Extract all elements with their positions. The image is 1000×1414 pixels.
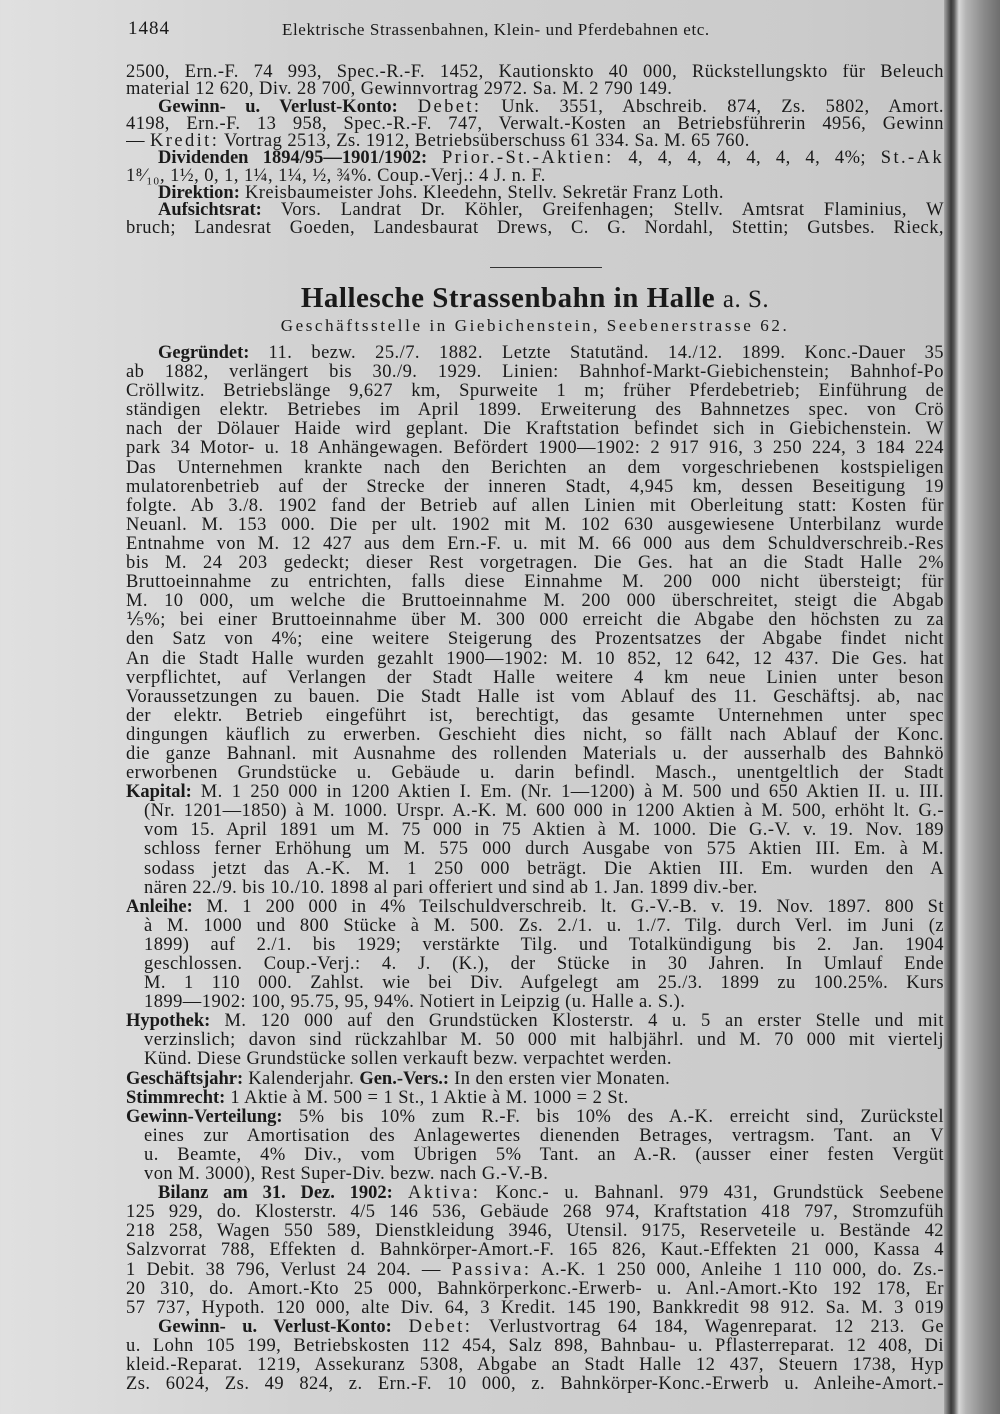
text-segment: 1899—1902: 100, 95.75, 95, 94%. Notiert in Leipzig (u. Halle a. S.). (144, 993, 686, 1013)
text-line (126, 1222, 944, 1241)
text-line (126, 936, 944, 955)
text-line (126, 344, 944, 363)
text-segment: Künd. Diese Grundstücke sollen verkauft bezw. verpachtet werden. (144, 1050, 672, 1070)
paragraph (126, 185, 944, 202)
text-line (126, 1375, 944, 1394)
text-line (126, 802, 944, 821)
text-segment: verpflichtet, auf Verlangen der Stadt Halle weitere 4 km neue Linien unter beson (126, 668, 944, 688)
text-line (126, 220, 944, 237)
text-segment: park 34 Motor- u. 18 Anhängewagen. Befördert 1900—1902: 2 917 916, 3 250 224, 3 184 224 (126, 439, 944, 459)
text-segment: dingungen käuflich zu erwerben. Geschieht dies nicht, so fällt nach Ablauf der Konc. (126, 725, 944, 745)
text-segment: An die Stadt Halle wurden gezahlt 1900—1902: M. 10 852, 12 642, 12 437. Die Ges. hat (126, 649, 944, 669)
spaced-label: Debet: (408, 1317, 473, 1337)
paragraph (126, 344, 944, 783)
text-line (126, 726, 944, 745)
text-segment: Unk. 3551, Abschreib. 874, Zs. 5802, Amort. (481, 98, 944, 116)
paragraph (126, 64, 944, 99)
text-line (126, 439, 944, 458)
text-segment: M. 1 200 000 in 4% Teilschuldverschreib. lt. G.-V.-B. v. 19. Nov. 1897. 800 St (192, 897, 944, 917)
text-line (126, 745, 944, 764)
text-line (126, 401, 944, 420)
text-segment: Salzvorrat 788, Effekten d. Bahnkörper-Amort.-F. 165 826, Kaut.-Effekten 21 000, Kassa 4 (126, 1241, 944, 1261)
running-title: Elektrische Strassenbahnen, Klein- und Pferdebahnen etc. (282, 20, 710, 39)
section-label: Bilanz am 31. Dez. 1902: (158, 1184, 393, 1204)
section-label: Geschäftsjahr: (126, 1069, 244, 1089)
text-segment: 125 929, do. Klosterstr. 4/5 146 536, Gebäude 268 974, Kraftstation 418 797, Stromzufüh (126, 1203, 944, 1223)
text-segment: Entnahme von M. 12 427 aus dem Ern.-F. u. mit M. 66 000 aus dem Schuldverschreib.-Res (126, 534, 944, 554)
text-line (126, 1337, 944, 1356)
section-label: Gegründet: (158, 344, 250, 363)
text-segment: In den ersten vier Monaten. (449, 1069, 671, 1089)
section-label: Gewinn-Verteilung: (126, 1107, 283, 1127)
text-line (126, 1050, 944, 1069)
company-title (0, 282, 1000, 315)
text-line (126, 917, 944, 936)
text-line (126, 81, 944, 98)
text-segment: Zs. 6024, Zs. 49 824, z. Ern.-F. 10 000, z. Bahnkörper-Konc.-Erwerb u. Anleihe-Amort.- (126, 1375, 944, 1395)
text-line (126, 611, 944, 630)
text-segment: vom 15. April 1891 um M. 75 000 in 75 Aktien à M. 1000. Die G.-V. v. 19. Nov. 189 (144, 821, 944, 841)
text-line (126, 535, 944, 554)
text-line (126, 1280, 944, 1299)
text-segment: à M. 1000 und 800 Stücke à M. 500. Zs. 2./1. u. 1./7. Tilg. durch Verl. im Juni (z (144, 916, 944, 936)
text-segment: ab 1882, verlängert bis 30./9. 1929. Linien: Bahnhof-Markt-Giebichenstein; Bahnhof-Po (126, 363, 944, 383)
text-segment: verzinslich; davon sind rückzahlbar M. 50 000 mit halbjährl. und M. 70 000 mit viertelj (144, 1031, 944, 1051)
text-segment: erworbenen Grundstücke u. Gebäude u. darin befindl. Masch., unentgeltlich der Stadt (126, 764, 944, 784)
text-segment: kleid.-Reparat. 1219, Assekuranz 5308, Abgabe an Stadt Halle 12 437, Steuern 1738, Hyp (126, 1355, 944, 1375)
text-segment: 4198, Ern.-F. 13 958, Spec.-R.-F. 747, Verwalt.-Kosten an Betriebsführerin 4956, Gewinn (126, 115, 944, 134)
text-segment: 1 Debit. 38 796, Verlust 24 204. — (126, 1260, 452, 1280)
text-line (126, 1241, 944, 1260)
text-segment: A.-K. 1 250 000, Anleihe 1 110 000, do. Zs.- (531, 1260, 944, 1280)
text-line (126, 554, 944, 573)
section-label: Anleihe: (126, 897, 193, 917)
text-segment: M. 1 250 000 in 1200 Aktien I. Em. (Nr. 1—1200) à M. 500 und 650 Aktien II. u. III. (191, 783, 944, 803)
text-segment (427, 150, 442, 167)
text-segment: Vors. Landrat Dr. Köhler, Greifenhagen; Stellv. Amtsrat Flaminius, W (261, 202, 944, 220)
text-line (126, 1318, 944, 1337)
text-segment: mulatorenbetrieb auf der Strecke der inneren Stadt, 4,945 km, dessen Beseitigung 19 (126, 477, 944, 497)
text-segment: 11. bezw. 25./7. 1882. Letzte Statutänd. 14./12. 1899. Konc.-Dauer 35 (249, 344, 944, 363)
paragraph (126, 202, 944, 237)
text-segment: bruch; Landesrat Goeden, Landesbaurat Drews, C. G. Nordahl, Stettin; Gutsbes. Rieck, (126, 219, 944, 237)
text-segment: M. 10 000, um welche die Bruttoeinnahme M. 200 000 überschreitet, steigt die Abgab (126, 592, 944, 612)
page-number: 1484 (128, 18, 170, 39)
text-line (126, 974, 944, 993)
text-segment: Neuanl. M. 153 000. Die per ult. 1902 mit M. 102 630 ausgewiesene Unterbilanz wurde (126, 515, 944, 535)
text-line (126, 764, 944, 783)
text-segment: Voraussetzungen zu bauen. Die Stadt Halle ist vom Ablauf des 11. Geschäftsj. ab, nac (126, 687, 944, 707)
text-segment: 1 Aktie à M. 500 = 1 St., 1 Aktie à M. 1000 = 2 St. (225, 1088, 629, 1108)
text-line (126, 955, 944, 974)
text-segment: material 12 620, Div. 28 700, Gewinnvortrag 2972. Sa. M. 2 790 149. (126, 81, 673, 99)
text-segment: die ganze Bahnanl. mit Ausnahme des rollenden Materials u. der ausserhalb des Bahnkö (126, 744, 944, 764)
text-segment: Vortrag 2513, Zs. 1912, Betriebsüberschuss 61 334. Sa. M. 65 760. (219, 133, 750, 151)
text-line (126, 898, 944, 917)
text-line (126, 363, 944, 382)
text-line (126, 1356, 944, 1375)
text-line (126, 573, 944, 592)
paragraph (126, 783, 944, 898)
text-segment: Das Unternehmen krankte nach den Berichten an dem vorgeschriebenen kostspieligen (126, 458, 944, 478)
text-segment: folgte. Ab 3./8. 1902 fand der Betrieb auf allen Linien mit Oberleitung statt: Kosten für (126, 496, 944, 516)
text-line (126, 116, 944, 133)
text-line (126, 1299, 944, 1318)
text-segment: 5% bis 10% zum R.-F. bis 10% des A.-K. erreicht sind, Zurückstel (282, 1107, 944, 1127)
text-line (126, 64, 944, 81)
spaced-label: St.-Ak (880, 150, 944, 168)
text-line (126, 630, 944, 649)
text-line (126, 879, 944, 898)
text-segment: bis M. 24 203 gedeckt; dieser Rest vorgetragen. Die Ges. hat an die Stadt Halle 2% (126, 554, 944, 574)
text-line (126, 1146, 944, 1165)
text-segment: (Nr. 1201—1850) à M. 1000. Urspr. A.-K. M. 600 000 in 1200 Aktien à M. 500, erhöht lt. G.- (144, 802, 944, 822)
section-label: Gewinn- u. Verlust-Konto: (158, 98, 398, 116)
paragraph (126, 150, 944, 185)
text-line (126, 821, 944, 840)
text-segment: u. Lohn 105 199, Betriebskosten 112 454, Salz 898, Bahnbau- u. Pflasterreparat. 12 408, Di (126, 1336, 944, 1356)
text-line (126, 1261, 944, 1280)
text-line (126, 783, 944, 802)
text-segment: schloss ferner Erhöhung um M. 575 000 durch Ausgabe von 575 Aktien III. Em. à M. (144, 840, 944, 860)
text-line (126, 650, 944, 669)
company-entry-body (126, 344, 944, 1394)
text-line (126, 150, 944, 167)
paragraph (126, 898, 944, 1013)
text-segment (392, 1318, 409, 1337)
text-segment: von M. 3000), Rest Super-Div. bezw. nach G.-V.-B. (144, 1165, 549, 1185)
spaced-label: Passiva: (451, 1260, 532, 1280)
text-segment: Kreisbaumeister Johs. Kleedehn, Stellv. Sekretär Franz Loth. (239, 185, 724, 203)
text-segment: geschlossen. Coup.-Verj.: 4. J. (K.), der Stücke in 30 Jahren. In Umlauf Ende (144, 955, 944, 974)
spaced-label: Aktiva: (408, 1184, 481, 1204)
paragraph (126, 1184, 944, 1318)
text-line (126, 1108, 944, 1127)
text-segment: sodass jetzt das A.-K. M. 1 250 000 beträgt. Die Aktien III. Em. wurden den A (144, 859, 944, 879)
text-segment: 4, 4, 4, 4, 4, 4, 4, 4%; (613, 150, 881, 168)
text-line (126, 478, 944, 497)
text-line (126, 1203, 944, 1222)
spaced-label: Debet: (417, 98, 482, 116)
text-line (126, 1089, 944, 1108)
text-segment: der elektr. Betrieb eingeführt ist, berechtigt, das gesamte Unternehmen unter spec (126, 706, 944, 726)
text-line (126, 1127, 944, 1146)
text-segment: ⅕%; bei einer Bruttoeinnahme über M. 300 000 erreicht die Abgabe den höchsten zu za (126, 611, 944, 631)
text-segment: 2500, Ern.-F. 74 993, Spec.-R.-F. 1452, Kautionskto 40 000, Rückstellungskto für Beleuch (126, 64, 944, 82)
text-line (126, 1184, 944, 1203)
spaced-label: Kredit: (150, 133, 220, 151)
text-segment: den Satz von 4%; eine weitere Steigerung des Prozentsatzes der Abgabe findet nicht (126, 630, 944, 650)
text-line (126, 1165, 944, 1184)
text-segment: Verlustvortrag 64 184, Wagenreparat. 12 213. Ge (472, 1317, 944, 1337)
text-line (126, 669, 944, 688)
text-segment: nären 22./9. bis 10./10. 1898 al pari offeriert und sind ab 1. Jan. 1899 div.-ber. (144, 878, 758, 898)
text-line (126, 133, 944, 150)
text-line (126, 459, 944, 478)
section-label: Hypothek: (126, 1012, 211, 1032)
text-line (126, 592, 944, 611)
company-name-suffix: a. S. (722, 286, 770, 313)
text-line (126, 185, 944, 202)
page-binding-edge (944, 0, 1000, 1414)
text-segment (393, 1184, 408, 1203)
section-label: Dividenden 1894/95—1901/1902: (158, 150, 428, 168)
text-line (126, 860, 944, 879)
paragraph (126, 1108, 944, 1184)
text-line (126, 840, 944, 859)
text-line (126, 497, 944, 516)
spaced-label: Prior.-St.-Aktien: (441, 150, 614, 168)
text-segment: 1⁸⁄₁₀, 1½, 0, 1, 1¼, 1¼, ½, ¾%. Coup.-Verj.: 4 J. n. F. (126, 167, 546, 186)
section-label: Gewinn- u. Verlust-Konto: (158, 1317, 392, 1337)
text-segment (398, 99, 418, 116)
paragraph (126, 99, 944, 151)
text-line (126, 1012, 944, 1031)
section-label: Kapital: (126, 783, 192, 803)
paragraph (126, 1070, 944, 1089)
text-line (126, 1031, 944, 1050)
text-segment: — (126, 133, 151, 151)
section-label: Aufsichtsrat: (158, 202, 262, 220)
text-segment: u. Beamte, 4% Div., vom Übrigen 5% Tant. an A.-R. (ausser einer festen Vergüt (144, 1145, 944, 1165)
text-segment: M. 120 000 auf den Grundstücken Klosterstr. 4 u. 5 an erster Stelle und mit (210, 1012, 944, 1032)
text-segment: Bruttoeinnahme zu entrichten, falls diese Einnahme M. 200 000 nicht übersteigt; für (126, 573, 944, 593)
text-segment: 1899) auf 2./1. bis 1929; verstärkte Tilg. und Totalkündigung bis 2. Jan. 1904 (144, 935, 944, 955)
text-segment: nach der Dölauer Haide wird geplant. Die Kraftstation befindet sich in Giebichenstein. W (126, 420, 944, 440)
text-segment: 218 258, Wagen 550 589, Dienstkleidung 3946, Utensil. 9175, Reserveteile u. Bestände 42 (126, 1222, 944, 1242)
text-line (126, 516, 944, 535)
section-label: Direktion: (158, 185, 240, 203)
company-name: Hallesche Strassenbahn in Halle (300, 282, 716, 314)
text-segment: M. 1 110 000. Zahlst. wie bei Div. Aufgelegt am 25./3. 1899 zu 100.25%. Kurs (144, 974, 944, 994)
text-segment: Cröllwitz. Betriebslänge 9,627 km, Spurweite 1 m; früher Pferdebetrieb; Einführung de (126, 382, 944, 402)
text-line (126, 168, 944, 185)
text-line (126, 382, 944, 401)
text-line (126, 99, 944, 116)
previous-entry-continuation (126, 64, 944, 237)
text-segment: Kalenderjahr. (243, 1069, 360, 1089)
paragraph (126, 1318, 944, 1394)
text-segment: Konc.- u. Bahnanl. 979 431, Grundstück Seebene (480, 1184, 944, 1204)
text-line (126, 688, 944, 707)
entry-divider (490, 267, 602, 268)
text-line (126, 420, 944, 439)
company-office: Geschäftsstelle in Giebichenstein, Seebenerstrasse 62. (280, 316, 790, 335)
section-label: Gen.-Vers.: (359, 1069, 450, 1089)
text-segment: 57 737, Hypoth. 120 000, alte Div. 64, 3 Kredit. 145 190, Bankkredit 98 912. Sa. M. 3 019 (126, 1298, 944, 1318)
text-line (126, 202, 944, 219)
section-label: Stimmrecht: (126, 1088, 226, 1108)
text-line (126, 993, 944, 1012)
paragraph (126, 1012, 944, 1069)
text-segment: 20 310, do. Amort.-Kto 25 000, Bahnkörperkonc.-Erwerb- u. Anl.-Amort.-Kto 192 178, Er (126, 1279, 944, 1299)
text-line (126, 707, 944, 726)
text-segment: ständigen elektr. Betriebes im April 1899. Erweiterung des Bahnnetzes spec. von Crö (126, 401, 944, 421)
paragraph (126, 1089, 944, 1108)
text-segment: eines zur Amortisation des Anlagewertes dienenden Betrages, vertragsm. Tant. an V (144, 1126, 944, 1146)
text-line (126, 1070, 944, 1089)
